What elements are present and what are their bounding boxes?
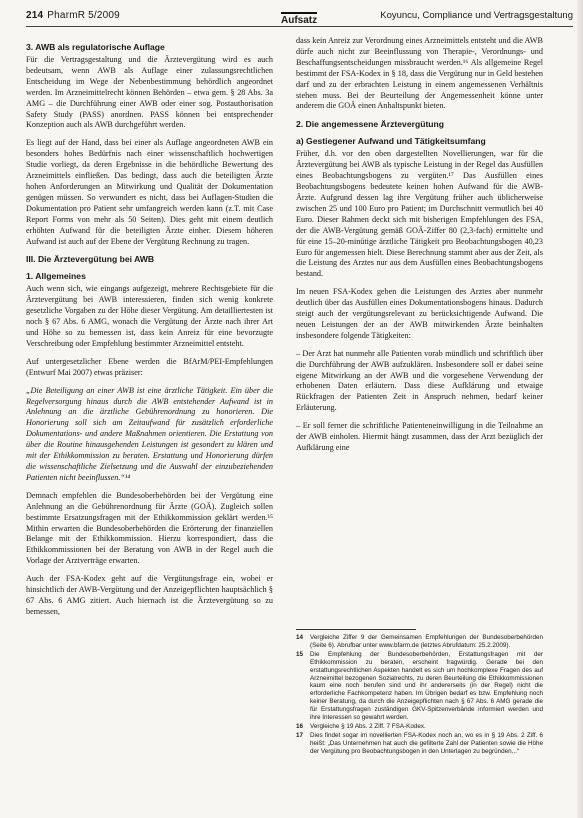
block-quote: „Die Beteiligung an einer AWB ist eine ärztliche Tätigkeit. Ein über die Regelversorgung hinaus durch die AWB entstehender Aufwand ist in Anlehnung an die ärztliche Gebührenordnung zu honorieren. Die Honorierung soll sich am Zeitaufwand für zusätzlich erforderliche Dokumentations- und andere Maßnahmen orientieren. Die Erstattung von über die Routine hinausgehenden Leistungen ist gesondert zu klären und mit der Ethikkommission zu beraten. Erstattung und Honorierung dürfen die wissenschaftliche Zielsetzung und die Auswahl der einzubeziehenden Patienten nicht beeinflussen.“¹⁴ [26, 385, 273, 482]
footnote-text: Vergleiche § 19 Abs. 2 Ziff. 7 FSA-Kodex. [310, 722, 426, 730]
header-rule [26, 26, 573, 27]
footnote-number: 14 [296, 634, 304, 641]
paragraph: Auch der FSA-Kodex geht auf die Vergütungsfrage ein, wobei er hinsichtlich der AWB-Vergütung und der Anzeigepflichten hauptsächlich § 67 Abs. 6 AMG zitiert. Auch hiernach ist die Ärztevergütung so zu bemessen, [26, 574, 273, 616]
footnote [296, 732, 543, 756]
footnote-text: Dies findet sogar im novellierten FSA-Kodex noch an, wo es in § 19 Abs. 2 Ziff. 6 heißt: „Das Unternehmen hat auch die gefilterte Zahl der Patienten sowie die Höhe der Vergütung pro Beobachtungsbogen in den Unterlagen zu begründen...“ [310, 731, 543, 755]
scan-edge [577, 0, 583, 818]
heading-gestiegener-aufwand: a) Gestiegener Aufwand und Tätigkeitsumfang [296, 136, 486, 147]
section-tag: Aufsatz [281, 12, 317, 26]
page-number: 214 [26, 10, 44, 21]
heading-allgemeines: 1. Allgemeines [26, 271, 86, 282]
left-column [26, 36, 273, 625]
journal-name: PharmR 5/2009 [47, 10, 120, 21]
footnotes [296, 621, 543, 757]
footnote-number: 17 [296, 731, 304, 739]
page-header [26, 8, 573, 28]
paragraph: Für die Vertragsgestaltung und die Ärztevergütung wird es auch bedeutsam, wenn AWB als Auflage einer zulassungsrechtlichen Entscheidung im Wege der Nebenbestimmung behördlich angeordnet werden. Im Arzneimittelrecht können Behörden – etwa gem. § 28 Abs. 3a AMG – die Durchführung einer AWB oder einer sog. Postauthorisation Safety Study (PASS) anordnen. PASS können bei entsprechender Konzeption auch als AWB durchgeführt werden. [26, 55, 273, 130]
footnote-text: Die Empfehlung der Bundesoberbehörden, Erstattungsfragen mit der Ethikkommission zu beraten, erscheint fragwürdig. Gerade bei den erstattungsrechtlichen Aspekten handelt es sich um hochkomplexe Fragen des auf Arzneimittel bezogenen Sozialrechts, zu deren Beurteilung die Ethikkommissionen kaum eine noch berufen sind und ihr andererseits (in der Regel) nicht die erforderliche Fachkompetenz haben. Im Übrigen bedarf es bzw. Empfehlung noch keiner Beratung, da durch die Anzeigepflichten nach § 67 Abs. 6 AMG gerade die für Erstattungsfragen zuständigen GKV-Spitzenverbände informiert werden und ihre Interessen so gewahrt werden. [310, 650, 543, 722]
footnote [296, 723, 543, 731]
footnote-number: 15 [296, 650, 304, 658]
running-title: Koyuncu, Compliance und Vertragsgestaltung [380, 10, 573, 21]
paragraph: Auch wenn sich, wie eingangs aufgezeigt, mehrere Rechtsgebiete für die Ärztevergütung bei AWB interessieren, finden sich wenig konkrete gesetzliche Vorgaben zu der Höhe dieser Vergütung. Am detailliertesten ist noch § 67 Abs. 6 AMG, wonach die Vergütung der Ärzte nach ihrer Art und Höhe so zu bemessen ist, dass kein Anreiz für eine bevorzugte Verschreibung oder Empfehlung bestimmter Arzneimittel entsteht. [26, 284, 273, 348]
paragraph: Im neuen FSA-Kodex geben die Leistungen des Arztes aber nunmehr deutlich über das Ausfüllen eines Dokumentationsbogens hinaus. Dadurch steigt auch der vergütungsrelevant zu berücksichtigende Aufwand. Die neuen Leistungen der an der AWB mitwirkenden Ärzte beinhalten insbesondere folgende Tätigkeiten: [296, 287, 543, 340]
footnote-text: Vergleiche Ziffer 9 der Gemeinsamen Empfehlungen der Bundesoberbehörden (Seite 6). Abrufbar unter www.bfarm.de (letztes Abrufdatum: 25.2.2009). [310, 634, 543, 649]
heading-angemessene-verguetung: 2. Die angemessene Ärztevergütung [296, 119, 445, 130]
right-column [296, 36, 543, 461]
paragraph: Auf untergesetzlicher Ebene werden die BfArM/PEI-Empfehlungen (Entwurf Mai 2007) etwas präziser: [26, 356, 273, 377]
footnote [296, 634, 543, 650]
heading-awb-auflage: 3. AWB als regulatorische Auflage [26, 42, 165, 52]
paragraph: – Der Arzt hat nunmehr alle Patienten vorab mündlich und schriftlich über die Durchführung der AWB aufzuklären. Insbesondere soll er dabei seine eigene Mitwirkung an der AWB und die vorgesehene Verwendung der erhobenen Daten erläutern. Dass diese Aufklärung und etwaige Rückfragen der Patienten Zeit in Anspruch nehmen, bedarf keiner Erläuterung. [296, 348, 543, 413]
paragraph: dass kein Anreiz zur Verordnung eines Arzneimittels entsteht und die AWB dürfe auch nicht zur Beeinflussung von Therapie-, Verordnungs- und Beschaffungsentscheidungen missbraucht werden.¹⁶ Als allgemeine Regel bestimmt der FSA-Kodex in § 18, dass die Vergütung nur in Geld bestehen darf und zu der erbrachten Leistung in einem angemessenen Verhältnis stehen muss. Bei der Beurteilung der Angemessenheit könne unter anderem die GOÄ einen Anhaltspunkt bieten. [296, 36, 543, 111]
heading-aerzteverguetung: III. Die Ärztevergütung bei AWB [26, 254, 155, 265]
footnote [296, 651, 543, 722]
footnote-number: 16 [296, 722, 304, 730]
paragraph: Es liegt auf der Hand, dass bei einer als Auflage angeordneten AWB ein besonders hohes Bedürfnis nach einer wissenschaftlich hochwertigen Studie vorliegt, da deren Ergebnisse in die behördliche Bewertung des Arzneimittels einfließen. Das bedingt, dass auch die beteiligten Ärzte hohen Anforderungen an Mitwirkung und Qualität der Dokumentation genügen müssen. So verwundert es nicht, dass bei Auflagen-Studien die Dokumentation pro Patient sehr umfangreich werden kann (z.T. mit Case Report Forms von mehr als 50 Seiten). Dies geht mit einem deutlich erhöhten Aufwand für die beteiligten Ärzte einher. Diesem höheren Aufwand ist auch auf der Ebene der Vergütung Rechnung zu tragen. [26, 138, 273, 246]
paragraph: – Er soll ferner die schriftliche Patienteneinwilligung in die Teilnahme an der AWB einholen. Hiermit hängt zusammen, dass der Arzt bezüglich der Aufklärung eine [296, 421, 543, 452]
paragraph: Früher, d.h. vor den oben dargestellten Novellierungen, war für die Ärztevergütung bei AWB als typische Leistung in der Regel das Ausfüllen eines Beobachtungsbogens zu vergüten.¹⁷ Das Ausfüllen eines Beobachtungsbogens bedeutete keinen hohen Aufwand für die AWB-Ärzte. Aufgrund dessen lag ihre Vergütung früher auch üblicherweise zwischen 25 und 100 Euro pro Patient; im Durchschnitt vermutlich bei 40 Euro. Dieser Rahmen deckt sich mit bisherigen Empfehlungen des FSA, der die AWB-Vergütung gemäß GOÄ-Ziffer 80 (2,3-fach) ermittelte und für eine 15–20-minütige ärztliche Tätigkeit pro Beobachtungsbogen 40,23 Euro für angemessen hielt. Diese Berechnung stammt aber aus der Zeit, als die Leistung des Arztes nur aus dem Ausfüllen eines Beobachtungsbogens bestand. [296, 149, 543, 279]
paragraph: Demnach empfehlen die Bundesoberbehörden bei der Vergütung eine Anlehnung an die Gebührenordnung für Ärzte (GOÄ). Zugleich sollen bestimmte Ersatzungsfragen mit der Ethikkommission geklärt werden.¹⁵ Mithin erwarten die Bundesoberbehörden die Erörterung der finanziellen Belange mit der Ethikkommission. Hierzu korrespondiert, dass die Ethikkommissionen bei der Beratung von AWB in der Regel auch die Vorlage der Arztverträge erwarten. [26, 490, 273, 566]
page-number-and-journal [26, 10, 120, 21]
footnote-rule [296, 629, 416, 630]
